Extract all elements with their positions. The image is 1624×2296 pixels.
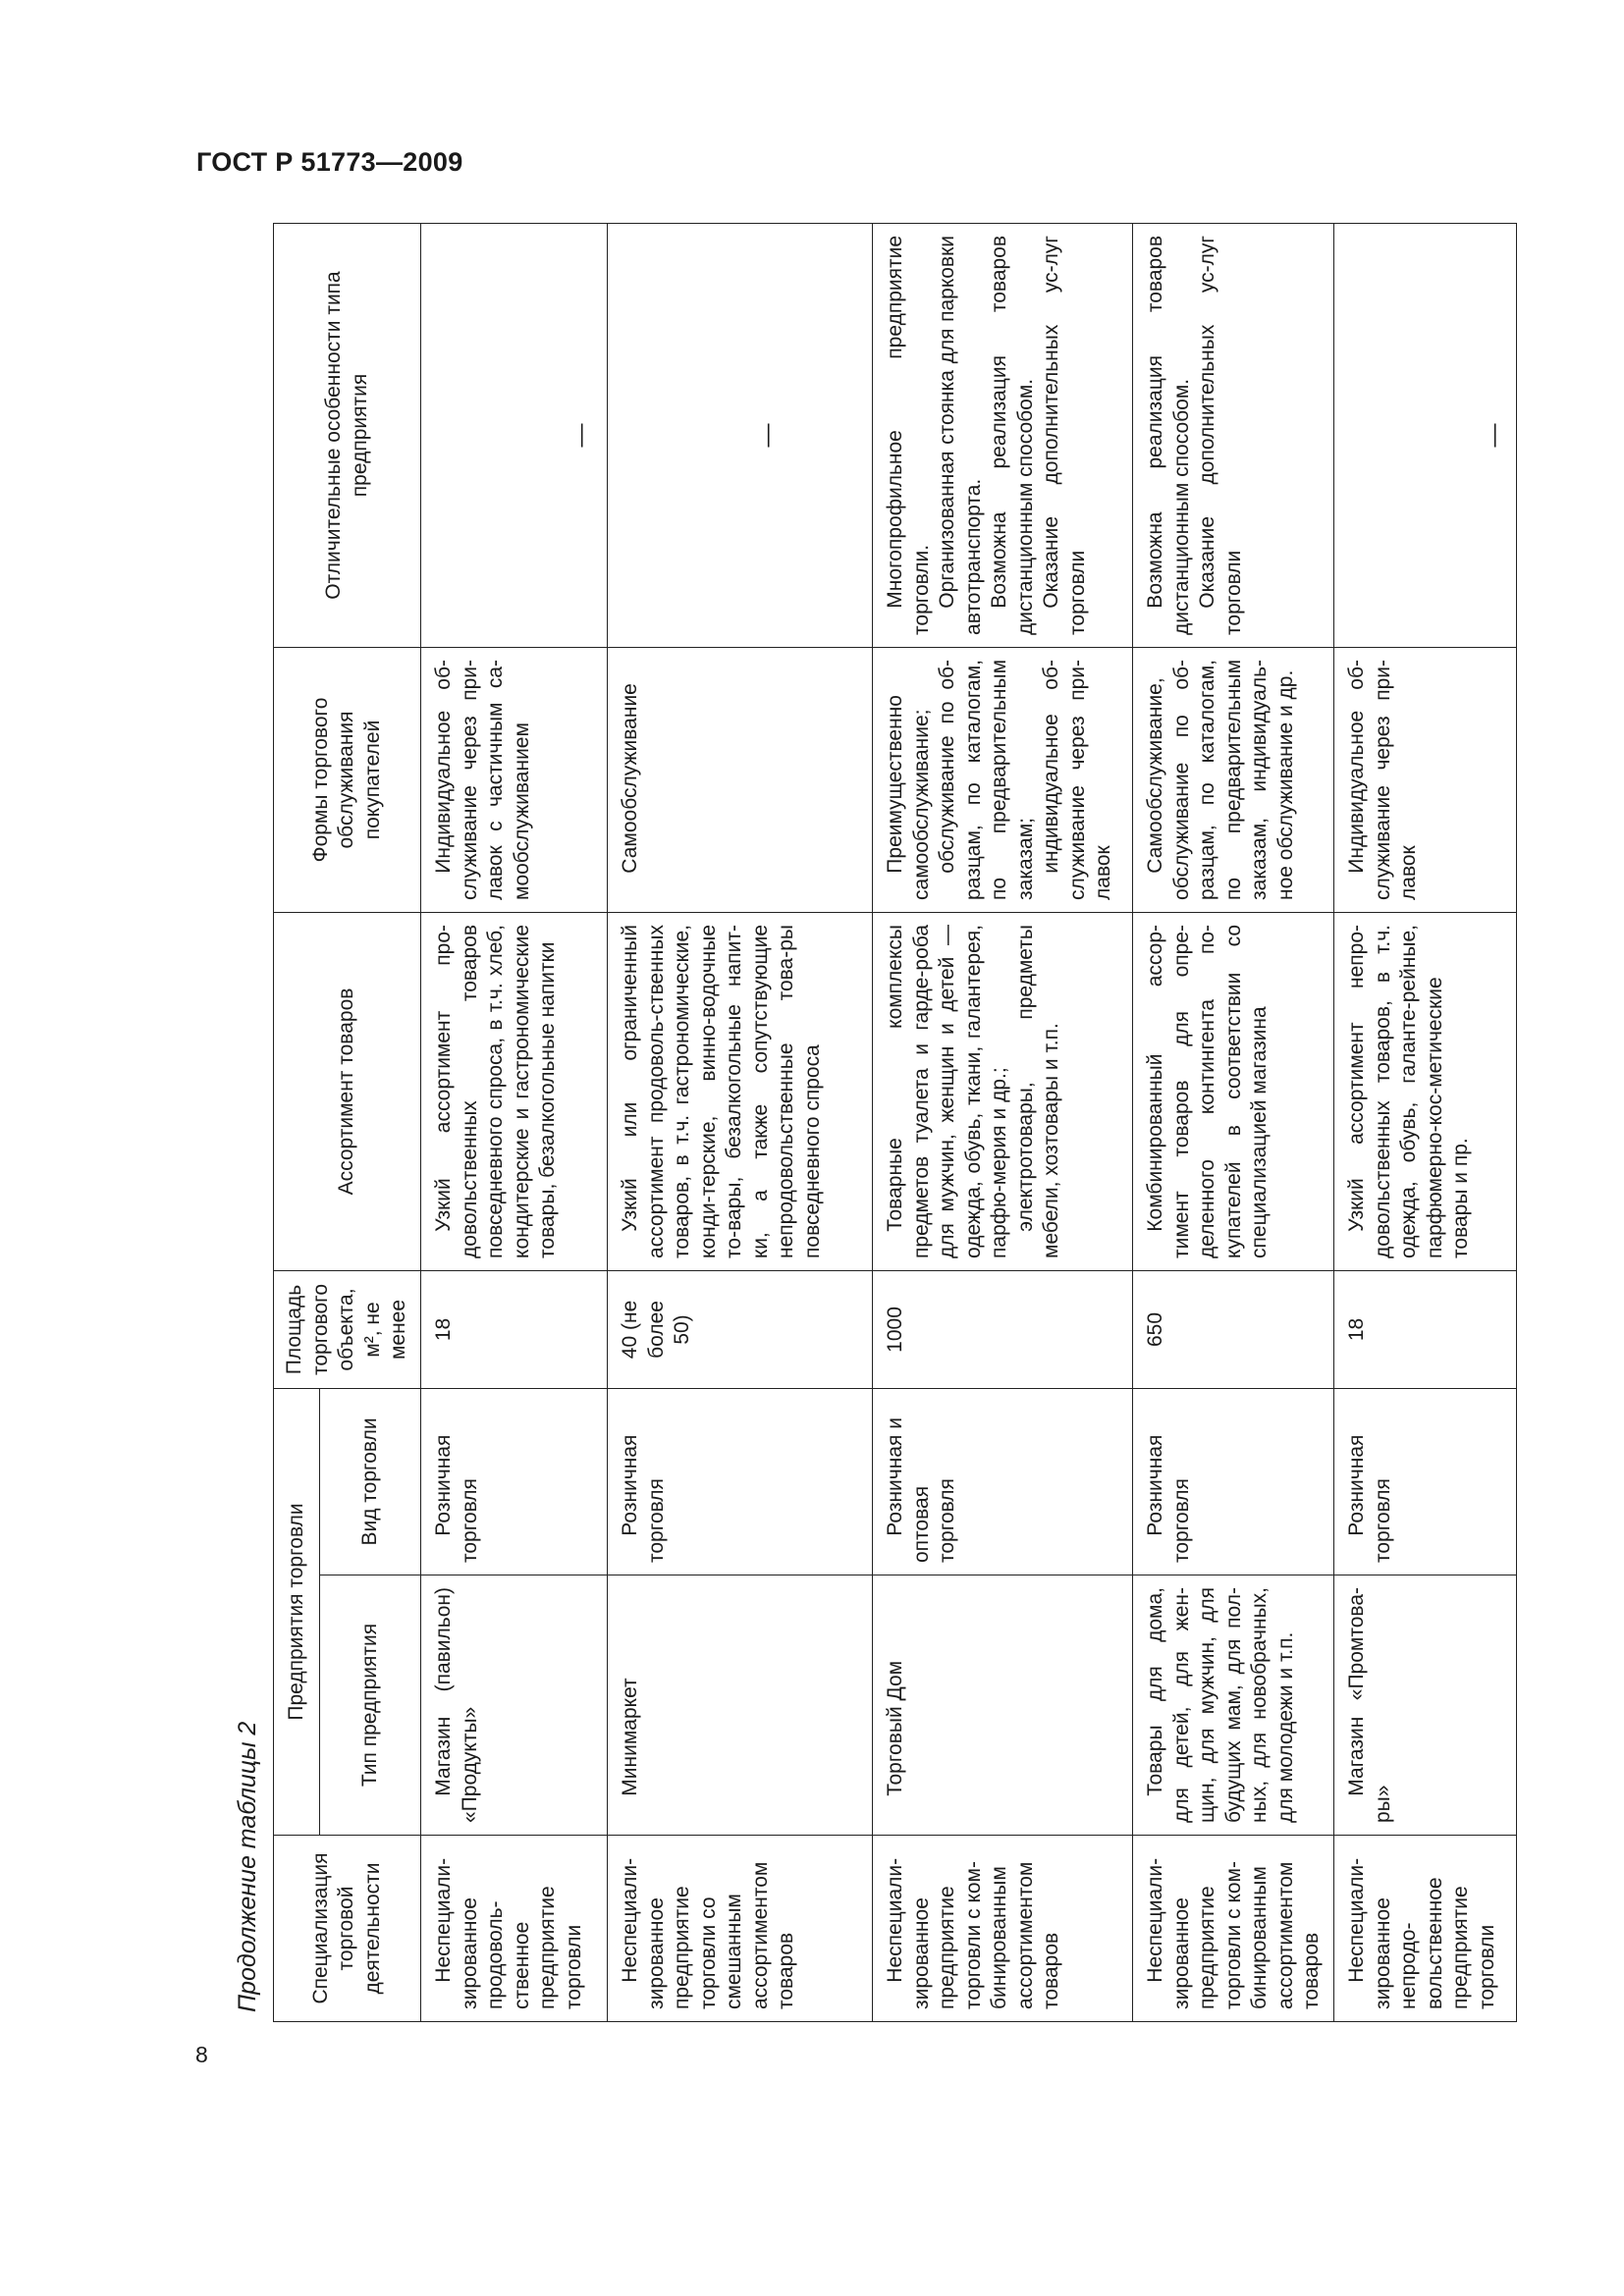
assortment-paragraph: Товарные комплексы предметов туалета и гарде-роба для мужчин, женщин и детей — одежда, обувь, ткани, галантерея, парфю-мерия и др.; — [884, 924, 1010, 1258]
cell-assortment: Узкий ассортимент про-довольственных товаров повседневного спроса, в т.ч. хлеб, кондитерские и гастрономические товары, безалкогольные напитки — [421, 912, 608, 1270]
header-row-1 — [274, 223, 320, 2021]
header-assortment: Ассортимент товаров — [274, 912, 421, 1270]
header-service: Формы торгового обслуживания покупателей — [274, 647, 421, 912]
cell-type: Магазин «Промтова-ры» — [1334, 1575, 1517, 1836]
header-specialization: Специализация торговой деятельности — [274, 1836, 421, 2022]
features-paragraph: Оказание дополнительных ус-луг торговли — [1040, 235, 1089, 635]
cell-trade-kind: Розничная и оптовая торговля — [873, 1388, 1133, 1575]
cell-specialization: Неспециали-зированное продоволь-ственное предприятие торговли — [421, 1836, 608, 2022]
service-paragraph: обслуживание по об-разцам, по каталогам, по предварительным заказам; — [936, 659, 1037, 900]
cell-specialization: Неспециали-зированное предприятие торговли с ком-бинированным ассортиментом товаров — [1133, 1836, 1334, 2022]
cell-area: 18 — [1334, 1270, 1517, 1388]
table-row — [608, 223, 873, 2021]
cell-trade-kind: Розничная торговля — [421, 1388, 608, 1575]
cell-features: — — [1334, 223, 1517, 647]
cell-specialization: Неспециали-зированное непродо-вольственное предприятие торговли — [1334, 1836, 1517, 2022]
header-group: Предприятия торговли — [274, 1388, 320, 1835]
cell-service — [873, 647, 1133, 912]
cell-assortment: Комбинированный ассор-тимент товаров для опре-деленного контингента по-купателей в соответствии со специализацией магазина — [1133, 912, 1334, 1270]
document-title: ГОСТ Р 51773—2009 — [196, 147, 463, 177]
cell-type: Магазин (павильон) «Продукты» — [421, 1575, 608, 1836]
features-paragraph: Организованная стоянка для парковки автотранспорта. — [936, 235, 985, 635]
cell-type: Товары для дома, для детей, для жен-щин, для мужчин, для будущих мам, для пол-ных, для новобрачных, для молодежи и т.п. — [1133, 1575, 1334, 1836]
cell-features — [1133, 223, 1334, 647]
cell-service: Индивидуальное об-служивание через при-лавок — [1334, 647, 1517, 912]
table-row — [1133, 223, 1334, 2021]
enterprise-types-table — [273, 223, 1517, 2022]
service-paragraph: индивидуальное об-служивание через при-лавок — [1040, 659, 1114, 900]
table-row — [421, 223, 608, 2021]
features-paragraph: Возможна реализация товаров дистанционным способом. — [988, 235, 1037, 635]
table-row — [873, 223, 1133, 2021]
cell-features — [873, 223, 1133, 647]
cell-service: Самообслуживание, обслуживание по об-разцам, по каталогам, по предварительным заказам, индивидуаль-ное обслуживание и др. — [1133, 647, 1334, 912]
features-paragraph: Возможна реализация товаров дистанционным способом. — [1144, 235, 1193, 635]
cell-assortment: Узкий ассортимент непро-довольственных товаров, в т.ч. одежда, обувь, галанте-рейные, парфюмерно-кос-метические товары и пр. — [1334, 912, 1517, 1270]
cell-specialization: Неспециали-зированное предприятие торговли с ком-бинированным ассортиментом товаров — [873, 1836, 1133, 2022]
page-number: 8 — [195, 2042, 208, 2067]
table-row — [1334, 223, 1517, 2021]
assortment-paragraph: электротовары, предметы мебели, хозтовары и т.п. — [1013, 924, 1062, 1258]
cell-area: 1000 — [873, 1270, 1133, 1388]
cell-features: — — [421, 223, 608, 647]
cell-trade-kind: Розничная торговля — [608, 1388, 873, 1575]
service-paragraph: Преимущественно самообслуживание; — [884, 695, 933, 900]
header-features: Отличительные особенности типа предприятия — [274, 223, 421, 647]
cell-area: 18 — [421, 1270, 608, 1388]
header-area: Площадь торгового объекта, м², не менее — [274, 1270, 421, 1388]
cell-service: Индивидуальное об-служивание через при-лавок с частичным са-мообслуживанием — [421, 647, 608, 912]
cell-features: — — [608, 223, 873, 647]
cell-service: Самообслуживание — [608, 647, 873, 912]
cell-area: 40 (не более 50) — [608, 1270, 873, 1388]
cell-trade-kind: Розничная торговля — [1133, 1388, 1334, 1575]
cell-assortment: Узкий или ограниченный ассортимент продоволь-ственных товаров, в т.ч. гастрономические, конди-терские, винно-водочные то-вары, безалкогольные напит-ки, а также сопутствующие непродовольственные това-ры повседневного спроса — [608, 912, 873, 1270]
rotated-table-area — [226, 67, 1507, 2030]
features-paragraph: Многопрофильное предприятие торговли. — [884, 235, 933, 635]
table-caption: Продолжение таблицы 2 — [234, 1721, 261, 2012]
cell-area: 650 — [1133, 1270, 1334, 1388]
header-type: Тип предприятия — [320, 1575, 421, 1836]
cell-type: Минимаркет — [608, 1575, 873, 1836]
cell-specialization: Неспециали-зированное предприятие торговли со смешанным ассортиментом товаров — [608, 1836, 873, 2022]
cell-type: Торговый Дом — [873, 1575, 1133, 1836]
cell-assortment — [873, 912, 1133, 1270]
header-trade-kind: Вид торговли — [320, 1388, 421, 1575]
cell-trade-kind: Розничная торговля — [1334, 1388, 1517, 1575]
features-paragraph: Оказание дополнительных ус-луг торговли — [1196, 235, 1245, 635]
